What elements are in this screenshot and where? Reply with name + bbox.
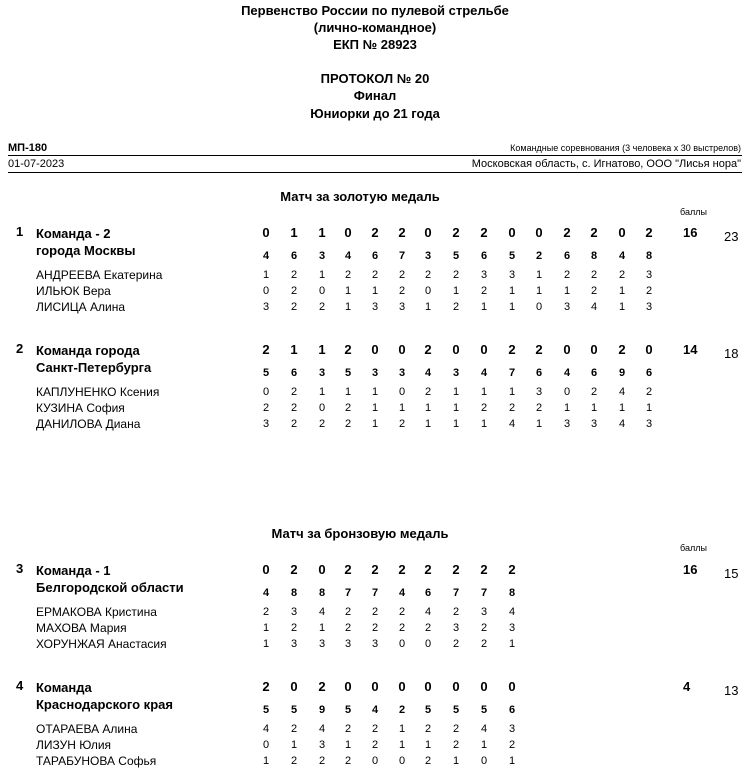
athlete-score-cell: 1: [563, 285, 571, 297]
team-score-cell: 7: [344, 587, 352, 599]
team-score-cell: 5: [508, 250, 516, 262]
team-score-cell: 4: [371, 704, 379, 716]
athlete-score-cell: 2: [645, 285, 653, 297]
athlete-score-cell: 2: [590, 285, 598, 297]
athlete-score-cell: 4: [590, 301, 598, 313]
ekp-number: ЕКП № 28923: [333, 37, 417, 52]
athlete-score-cell: 1: [424, 739, 432, 751]
athlete-score-cell: 0: [480, 755, 488, 767]
team-score-cell: 5: [344, 704, 352, 716]
match-point-cell: 2: [452, 225, 460, 240]
match-point-cell: 0: [398, 679, 406, 694]
athlete-score-cell: 3: [508, 269, 516, 281]
event-code: МП-180: [8, 142, 48, 154]
athlete-score-cell: 0: [424, 638, 432, 650]
athlete-score-cell: 1: [371, 418, 379, 430]
athlete-score-cell: 2: [398, 606, 406, 618]
team-score-cell: 8: [318, 587, 326, 599]
athlete-score-cell: 0: [318, 285, 326, 297]
athlete-score-cell: 2: [344, 269, 352, 281]
athlete-score-cell: 1: [618, 402, 626, 414]
match-point-cell: 2: [371, 562, 379, 577]
athlete-score-cell: 2: [508, 739, 516, 751]
team-result: 18: [724, 346, 739, 361]
match-point-cell: 1: [290, 342, 298, 357]
team-score-cell: 5: [262, 367, 270, 379]
team-total-points: 16: [683, 562, 698, 577]
match-point-cell: 0: [290, 679, 298, 694]
athlete-score-cell: 0: [398, 638, 406, 650]
athlete-score-cell: 4: [508, 418, 516, 430]
athlete-score-cell: 2: [480, 638, 488, 650]
athlete-score-cell: 1: [344, 301, 352, 313]
team-result: 13: [724, 683, 739, 698]
athlete-score-cell: 2: [371, 739, 379, 751]
team-score-cell: 6: [290, 367, 298, 379]
athlete-score-cell: 1: [262, 269, 270, 281]
athlete-score-cell: 2: [452, 301, 460, 313]
athlete-score-cell: 1: [318, 622, 326, 634]
match-point-cell: 0: [452, 342, 460, 357]
match-point-cell: 0: [535, 225, 543, 240]
athlete-score-cell: 2: [290, 301, 298, 313]
team-score-cell: 5: [262, 704, 270, 716]
athlete-score-cell: 2: [398, 622, 406, 634]
athlete-score-cell: 1: [480, 301, 488, 313]
match-point-cell: 0: [371, 679, 379, 694]
athlete-score-cell: 3: [480, 269, 488, 281]
athlete-score-cell: 1: [618, 285, 626, 297]
team-score-cell: 4: [344, 250, 352, 262]
match-point-cell: 0: [344, 225, 352, 240]
athlete-score-cell: 1: [508, 755, 516, 767]
match-point-cell: 0: [424, 679, 432, 694]
athlete-score-cell: 0: [398, 386, 406, 398]
athlete-score-cell: 0: [262, 386, 270, 398]
athlete-score-cell: 2: [480, 622, 488, 634]
athlete-name: ДАНИЛОВА Диана: [36, 417, 141, 431]
athlete-score-cell: 4: [318, 723, 326, 735]
athlete-score-cell: 1: [480, 386, 488, 398]
athlete-score-cell: 1: [452, 285, 460, 297]
match-point-cell: 0: [398, 342, 406, 357]
team-result: 15: [724, 566, 739, 581]
athlete-score-cell: 1: [508, 638, 516, 650]
athlete-score-cell: 3: [590, 418, 598, 430]
match-point-cell: 1: [318, 225, 326, 240]
athlete-score-cell: 2: [290, 402, 298, 414]
team-score-cell: 3: [318, 367, 326, 379]
athlete-score-cell: 2: [290, 723, 298, 735]
team-score-cell: 4: [262, 250, 270, 262]
match-point-cell: 0: [318, 562, 326, 577]
match-point-cell: 2: [262, 679, 270, 694]
team-score-cell: 9: [318, 704, 326, 716]
team-score-cell: 8: [290, 587, 298, 599]
athlete-score-cell: 2: [371, 723, 379, 735]
athlete-score-cell: 2: [318, 301, 326, 313]
divider: [8, 155, 742, 156]
athlete-name: КАПЛУНЕНКО Ксения: [36, 385, 160, 399]
team-score-cell: 5: [452, 250, 460, 262]
athlete-score-cell: 3: [398, 301, 406, 313]
team-score-cell: 6: [371, 250, 379, 262]
match-point-cell: 0: [563, 342, 571, 357]
athlete-score-cell: 2: [398, 285, 406, 297]
athlete-score-cell: 3: [452, 622, 460, 634]
athlete-score-cell: 1: [535, 285, 543, 297]
event-subtitle: (лично-командное): [313, 20, 437, 35]
match-title: Матч за золотую медаль: [280, 189, 440, 204]
athlete-score-cell: 2: [318, 418, 326, 430]
athlete-score-cell: 1: [424, 402, 432, 414]
athlete-score-cell: 2: [424, 386, 432, 398]
athlete-score-cell: 1: [344, 285, 352, 297]
athlete-score-cell: 2: [590, 269, 598, 281]
match-point-cell: 0: [452, 679, 460, 694]
athlete-name: ТАРАБУНОВА Софья: [36, 754, 157, 768]
athlete-score-cell: 0: [318, 402, 326, 414]
match-title: Матч за бронзовую медаль: [271, 526, 449, 541]
team-score-cell: 7: [398, 250, 406, 262]
athlete-name: КУЗИНА София: [36, 401, 125, 415]
team-score-cell: 7: [480, 587, 488, 599]
athlete-score-cell: 2: [344, 755, 352, 767]
team-score-cell: 2: [535, 250, 543, 262]
athlete-score-cell: 0: [371, 755, 379, 767]
match-point-cell: 1: [290, 225, 298, 240]
match-point-cell: 0: [371, 342, 379, 357]
athlete-score-cell: 2: [480, 402, 488, 414]
team-score-cell: 8: [508, 587, 516, 599]
match-point-cell: 2: [424, 342, 432, 357]
athlete-score-cell: 2: [452, 638, 460, 650]
team-score-cell: 3: [452, 367, 460, 379]
match-point-cell: 0: [424, 225, 432, 240]
athlete-score-cell: 3: [645, 418, 653, 430]
team-score-cell: 4: [262, 587, 270, 599]
athlete-score-cell: 2: [290, 622, 298, 634]
match-point-cell: 2: [398, 562, 406, 577]
athlete-score-cell: 1: [371, 285, 379, 297]
athlete-name: МАХОВА Мария: [36, 621, 127, 635]
venue: Московская область, с. Игнатово, ООО "Лисья нора": [471, 158, 741, 170]
points-column-label: баллы: [680, 207, 707, 217]
athlete-score-cell: 3: [262, 301, 270, 313]
athlete-score-cell: 2: [344, 606, 352, 618]
match-point-cell: 0: [480, 342, 488, 357]
athlete-score-cell: 0: [563, 386, 571, 398]
team-score-cell: 6: [645, 367, 653, 379]
athlete-score-cell: 1: [618, 301, 626, 313]
athlete-score-cell: 2: [452, 723, 460, 735]
team-total-points: 14: [683, 342, 698, 357]
athlete-score-cell: 1: [480, 739, 488, 751]
athlete-score-cell: 1: [508, 301, 516, 313]
athlete-score-cell: 1: [424, 418, 432, 430]
match-point-cell: 2: [535, 342, 543, 357]
athlete-score-cell: 0: [262, 285, 270, 297]
match-point-cell: 0: [590, 342, 598, 357]
athlete-score-cell: 3: [645, 301, 653, 313]
athlete-score-cell: 2: [508, 402, 516, 414]
match-point-cell: 2: [344, 562, 352, 577]
team-rank: 3: [16, 561, 24, 576]
athlete-score-cell: 2: [424, 269, 432, 281]
athlete-score-cell: 0: [535, 301, 543, 313]
athlete-score-cell: 2: [618, 269, 626, 281]
athlete-score-cell: 1: [563, 402, 571, 414]
athlete-name: ХОРУНЖАЯ Анастасия: [36, 637, 167, 651]
match-point-cell: 2: [563, 225, 571, 240]
athlete-score-cell: 0: [262, 739, 270, 751]
athlete-score-cell: 3: [480, 606, 488, 618]
match-point-cell: 0: [262, 225, 270, 240]
team-score-cell: 4: [480, 367, 488, 379]
match-point-cell: 2: [618, 342, 626, 357]
athlete-score-cell: 3: [371, 301, 379, 313]
athlete-score-cell: 0: [424, 285, 432, 297]
team-score-cell: 4: [398, 587, 406, 599]
athlete-name: ОТАРАЕВА Алина: [36, 722, 138, 736]
match-point-cell: 2: [480, 225, 488, 240]
athlete-score-cell: 1: [424, 301, 432, 313]
athlete-name: ЛИСИЦА Алина: [36, 300, 126, 314]
athlete-score-cell: 4: [480, 723, 488, 735]
athlete-score-cell: 2: [290, 386, 298, 398]
athlete-score-cell: 2: [262, 606, 270, 618]
athlete-score-cell: 1: [398, 739, 406, 751]
athlete-score-cell: 3: [563, 418, 571, 430]
athlete-score-cell: 1: [508, 285, 516, 297]
athlete-score-cell: 2: [290, 285, 298, 297]
team-score-cell: 5: [480, 704, 488, 716]
athlete-name: ЛИЗУН Юлия: [36, 738, 112, 752]
athlete-score-cell: 4: [262, 723, 270, 735]
athlete-score-cell: 1: [398, 723, 406, 735]
athlete-score-cell: 2: [290, 269, 298, 281]
team-score-cell: 3: [424, 250, 432, 262]
athlete-score-cell: 1: [452, 755, 460, 767]
protocol-number: ПРОТОКОЛ № 20: [320, 71, 430, 86]
match-point-cell: 2: [318, 679, 326, 694]
match-point-cell: 2: [371, 225, 379, 240]
match-point-cell: 2: [398, 225, 406, 240]
athlete-score-cell: 2: [452, 269, 460, 281]
athlete-score-cell: 1: [452, 402, 460, 414]
athlete-score-cell: 2: [344, 723, 352, 735]
event-date: 01-07-2023: [8, 158, 65, 170]
athlete-score-cell: 2: [262, 402, 270, 414]
team-name: Команда: [36, 680, 92, 695]
stage-name: Финал: [353, 88, 397, 103]
athlete-score-cell: 1: [344, 739, 352, 751]
athlete-score-cell: 3: [508, 622, 516, 634]
athlete-score-cell: 1: [371, 402, 379, 414]
team-name: Команда города: [36, 343, 140, 358]
athlete-score-cell: 4: [508, 606, 516, 618]
athlete-score-cell: 1: [590, 402, 598, 414]
athlete-score-cell: 1: [318, 269, 326, 281]
athlete-score-cell: 0: [398, 755, 406, 767]
match-point-cell: 2: [424, 562, 432, 577]
athlete-score-cell: 2: [371, 606, 379, 618]
athlete-score-cell: 1: [318, 386, 326, 398]
team-score-cell: 8: [590, 250, 598, 262]
athlete-score-cell: 2: [590, 386, 598, 398]
athlete-score-cell: 1: [452, 386, 460, 398]
team-score-cell: 6: [424, 587, 432, 599]
team-score-cell: 5: [344, 367, 352, 379]
athlete-score-cell: 1: [344, 386, 352, 398]
athlete-score-cell: 1: [480, 418, 488, 430]
athlete-score-cell: 3: [344, 638, 352, 650]
team-score-cell: 3: [371, 367, 379, 379]
team-name: Команда - 2: [36, 226, 111, 241]
athlete-score-cell: 4: [618, 418, 626, 430]
match-point-cell: 0: [645, 342, 653, 357]
athlete-score-cell: 3: [645, 269, 653, 281]
athlete-score-cell: 3: [535, 386, 543, 398]
match-point-cell: 2: [645, 225, 653, 240]
team-score-cell: 6: [480, 250, 488, 262]
team-score-cell: 8: [645, 250, 653, 262]
athlete-score-cell: 1: [290, 739, 298, 751]
athlete-score-cell: 1: [262, 622, 270, 634]
team-score-cell: 6: [590, 367, 598, 379]
athlete-score-cell: 3: [508, 723, 516, 735]
athlete-score-cell: 2: [318, 755, 326, 767]
match-point-cell: 2: [290, 562, 298, 577]
athlete-score-cell: 2: [290, 755, 298, 767]
team-score-cell: 6: [290, 250, 298, 262]
match-point-cell: 0: [618, 225, 626, 240]
team-score-cell: 7: [452, 587, 460, 599]
athlete-score-cell: 2: [344, 418, 352, 430]
team-score-cell: 4: [618, 250, 626, 262]
athlete-score-cell: 1: [452, 418, 460, 430]
athlete-score-cell: 4: [618, 386, 626, 398]
athlete-score-cell: 2: [398, 269, 406, 281]
team-score-cell: 2: [398, 704, 406, 716]
match-point-cell: 0: [480, 679, 488, 694]
match-point-cell: 0: [262, 562, 270, 577]
team-score-cell: 3: [318, 250, 326, 262]
athlete-name: ИЛЬЮК Вера: [36, 284, 111, 298]
team-name: Команда - 1: [36, 563, 111, 578]
athlete-score-cell: 3: [290, 606, 298, 618]
athlete-score-cell: 1: [508, 386, 516, 398]
athlete-score-cell: 1: [535, 418, 543, 430]
match-point-cell: 2: [262, 342, 270, 357]
athlete-score-cell: 1: [262, 755, 270, 767]
competition-type: Командные соревнования (3 человека х 30 выстрелов): [510, 143, 741, 153]
athlete-score-cell: 1: [262, 638, 270, 650]
match-point-cell: 1: [318, 342, 326, 357]
team-score-cell: 6: [563, 250, 571, 262]
team-total-points: 16: [683, 225, 698, 240]
points-column-label: баллы: [680, 543, 707, 553]
divider: [8, 172, 742, 173]
athlete-score-cell: 1: [371, 386, 379, 398]
athlete-score-cell: 2: [344, 402, 352, 414]
event-title: Первенство России по пулевой стрельбе: [241, 3, 509, 18]
category-name: Юниорки до 21 года: [310, 106, 440, 121]
athlete-score-cell: 4: [318, 606, 326, 618]
athlete-score-cell: 2: [563, 269, 571, 281]
athlete-score-cell: 2: [452, 739, 460, 751]
athlete-name: ЕРМАКОВА Кристина: [36, 605, 157, 619]
team-score-cell: 4: [563, 367, 571, 379]
athlete-score-cell: 2: [424, 755, 432, 767]
match-point-cell: 2: [452, 562, 460, 577]
athlete-score-cell: 2: [290, 418, 298, 430]
athlete-name: АНДРЕЕВА Екатерина: [36, 268, 163, 282]
team-score-cell: 5: [452, 704, 460, 716]
athlete-score-cell: 2: [371, 622, 379, 634]
athlete-score-cell: 1: [645, 402, 653, 414]
team-name: Краснодарского края: [36, 697, 173, 712]
match-point-cell: 2: [508, 562, 516, 577]
athlete-score-cell: 2: [535, 402, 543, 414]
athlete-score-cell: 3: [318, 739, 326, 751]
team-score-cell: 9: [618, 367, 626, 379]
athlete-score-cell: 3: [290, 638, 298, 650]
team-rank: 4: [16, 678, 24, 693]
match-point-cell: 2: [344, 342, 352, 357]
athlete-score-cell: 3: [563, 301, 571, 313]
athlete-score-cell: 3: [262, 418, 270, 430]
match-point-cell: 2: [590, 225, 598, 240]
athlete-score-cell: 2: [371, 269, 379, 281]
athlete-score-cell: 1: [398, 402, 406, 414]
athlete-score-cell: 2: [452, 606, 460, 618]
match-point-cell: 0: [508, 679, 516, 694]
team-name: Санкт-Петербурга: [36, 360, 152, 375]
team-score-cell: 6: [508, 704, 516, 716]
team-rank: 1: [16, 224, 24, 239]
match-point-cell: 2: [508, 342, 516, 357]
team-score-cell: 5: [424, 704, 432, 716]
match-point-cell: 2: [480, 562, 488, 577]
team-score-cell: 7: [508, 367, 516, 379]
team-rank: 2: [16, 341, 24, 356]
athlete-score-cell: 2: [424, 723, 432, 735]
team-score-cell: 7: [371, 587, 379, 599]
athlete-score-cell: 1: [535, 269, 543, 281]
team-score-cell: 5: [290, 704, 298, 716]
team-name: Белгородской области: [36, 580, 184, 595]
team-total-points: 4: [683, 679, 691, 694]
team-name: города Москвы: [36, 243, 136, 258]
athlete-score-cell: 3: [371, 638, 379, 650]
athlete-score-cell: 2: [424, 622, 432, 634]
team-score-cell: 4: [424, 367, 432, 379]
athlete-score-cell: 2: [645, 386, 653, 398]
team-result: 23: [724, 229, 739, 244]
athlete-score-cell: 3: [318, 638, 326, 650]
athlete-score-cell: 2: [480, 285, 488, 297]
athlete-score-cell: 2: [344, 622, 352, 634]
athlete-score-cell: 2: [398, 418, 406, 430]
match-point-cell: 0: [508, 225, 516, 240]
match-point-cell: 0: [344, 679, 352, 694]
team-score-cell: 6: [535, 367, 543, 379]
athlete-score-cell: 4: [424, 606, 432, 618]
team-score-cell: 3: [398, 367, 406, 379]
